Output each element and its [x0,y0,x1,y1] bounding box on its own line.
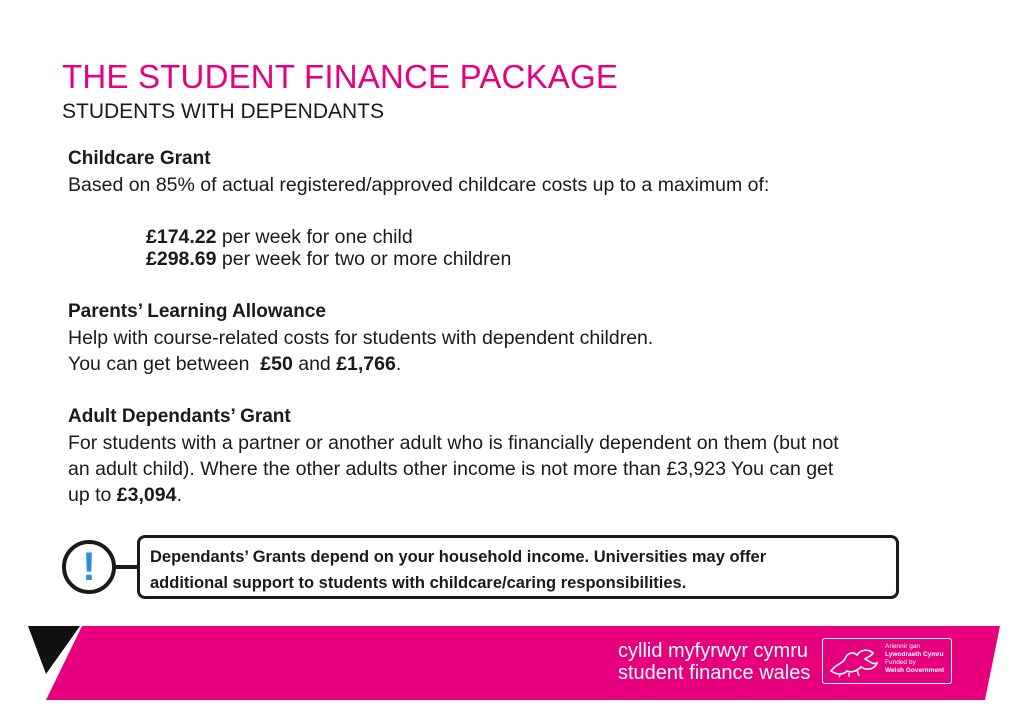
pla-line1: Help with course-related costs for students with dependent children. [68,327,654,349]
exclamation-icon [62,540,116,594]
gov-line3: Funded by [885,659,916,666]
pla-min-amount: £50 [260,353,293,375]
amount-one-value: £174.22 [146,226,217,248]
pla-heading: Parents’ Learning Allowance [68,301,326,322]
callout-line2: additional support to students with childcare/caring responsibilities. [150,574,687,592]
pla-max-amount: £1,766 [336,353,396,375]
adg-line1: For students with a partner or another adult who is financially dependent on them (but not [68,432,839,454]
amount-two-children [146,248,511,270]
pla-line2 [68,351,653,377]
pla-end: . [395,353,402,375]
childcare-amounts [146,226,511,270]
adg-amount: £3,094 [116,484,177,506]
page-title: THE STUDENT FINANCE PACKAGE [62,58,619,95]
adg-section [68,404,839,508]
amount-one-label: per week for one child [216,226,413,248]
gov-line2: Lywodraeth Cymru [885,651,944,658]
amount-two-value: £298.69 [146,248,217,270]
info-callout [137,535,899,599]
adg-heading: Adult Dependants’ Grant [68,406,291,427]
pla-section [68,299,653,377]
childcare-section [68,146,769,198]
brand-welsh: cyllid myfyrwyr cymru [618,640,808,662]
gov-text [885,643,944,675]
adg-end: . [176,484,182,506]
pla-line2-prefix: You can get between [68,353,261,375]
childcare-heading: Childcare Grant [68,148,211,169]
adg-line2: an adult child). Where the other adults other income is not more than £3,923 You can get [68,458,834,480]
amount-one-child [146,226,511,248]
adg-line3-prefix: up to [68,484,117,506]
childcare-description: Based on 85% of actual registered/approved childcare costs up to a maximum of: [68,174,770,196]
brand-wordmark [618,640,810,684]
exclamation-symbol: ! [82,545,96,589]
welsh-government-logo [822,638,952,684]
callout-line1: Dependants’ Grants depend on your household income. Universities may offer [150,548,767,566]
dragon-icon [827,643,881,679]
gov-line1: Ariennir gan [885,643,921,650]
pla-and: and [292,353,337,375]
page-subtitle: STUDENTS WITH DEPENDANTS [62,100,385,123]
gov-line4: Welsh Government [885,667,945,674]
adg-line3 [68,482,839,508]
amount-two-label: per week for two or more children [216,248,512,270]
brand-english: student finance wales [618,662,811,684]
